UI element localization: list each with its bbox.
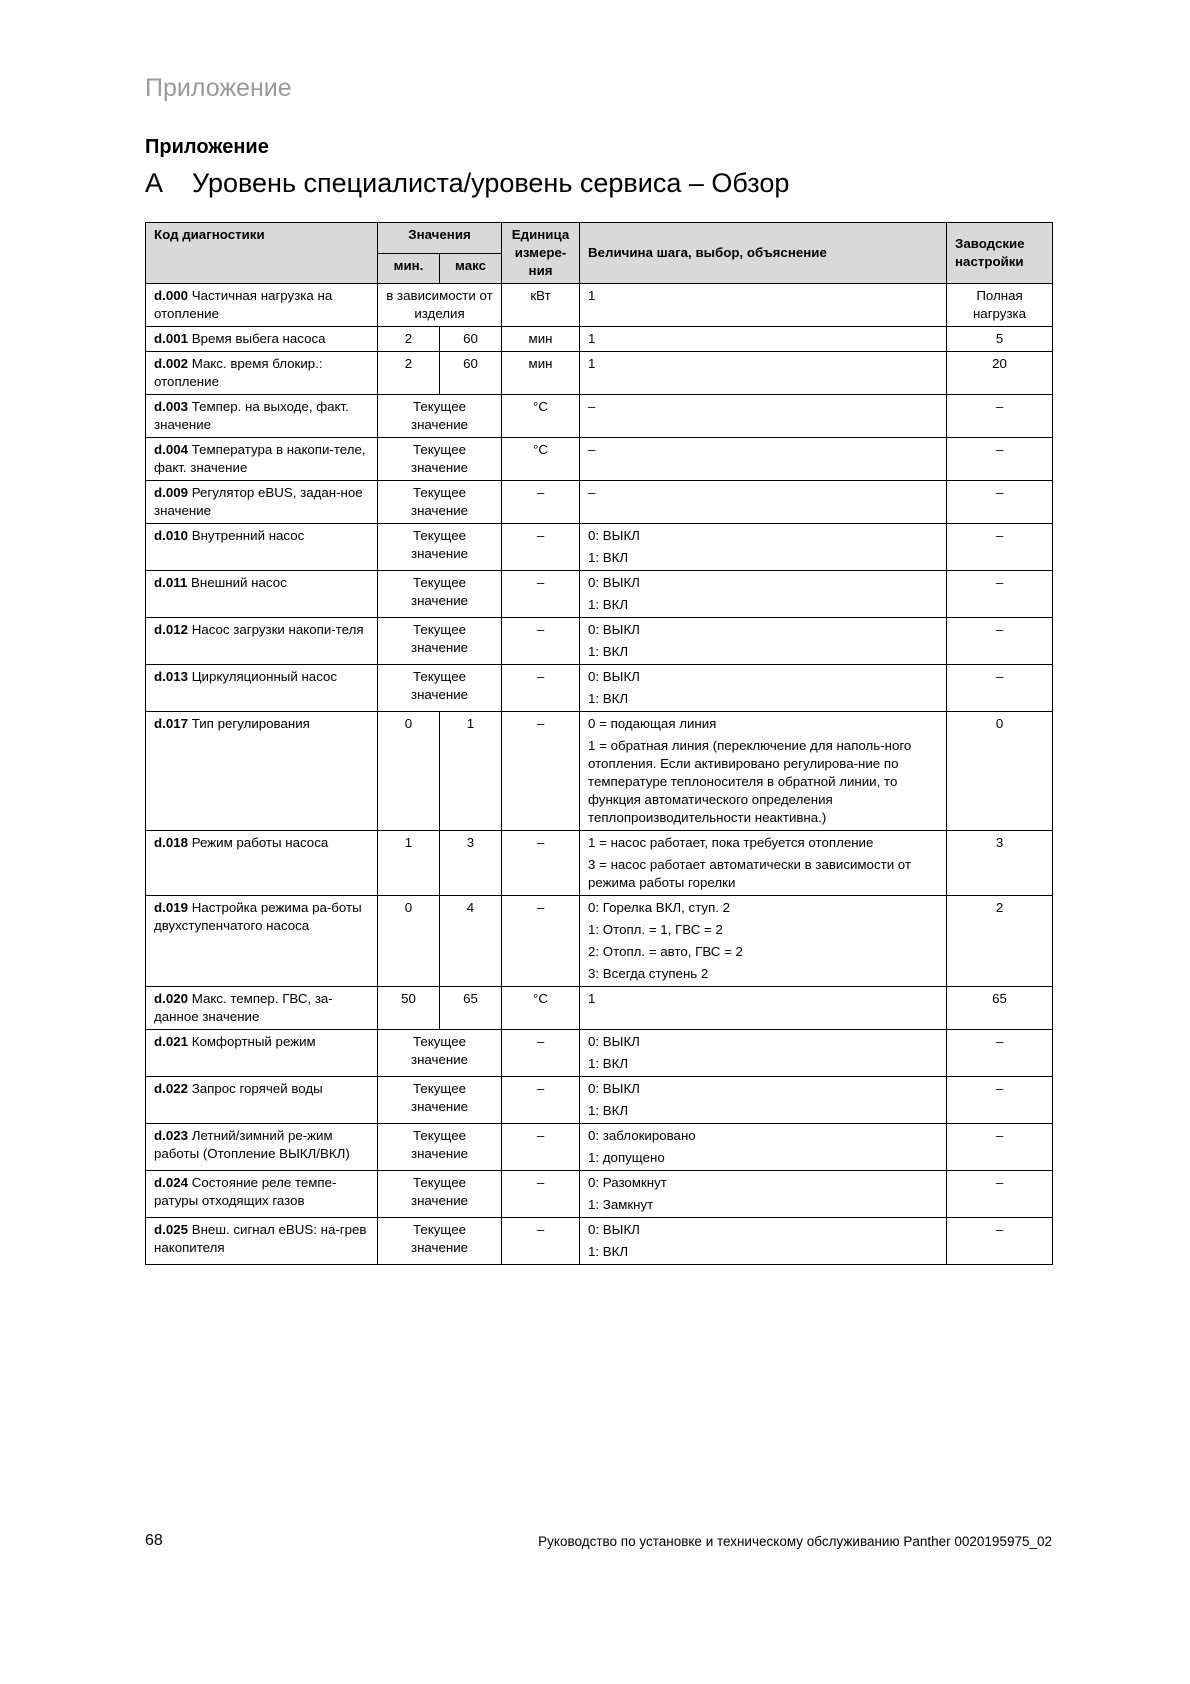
cell-unit: мин: [502, 327, 580, 352]
cell-unit: –: [502, 618, 580, 665]
table-row: [146, 1077, 1053, 1124]
cell-unit: кВт: [502, 284, 580, 327]
header-step: Величина шага, выбор, объяснение: [580, 223, 947, 284]
option-text: 3 = насос работает автоматически в зависимости от режима работы горелки: [588, 857, 912, 890]
cell-factory: –: [947, 1218, 1053, 1265]
cell-factory: 20: [947, 352, 1053, 395]
header-values: Значения: [378, 223, 502, 254]
cell-code: [146, 1124, 378, 1171]
cell-range: Текущее значение: [378, 1030, 502, 1077]
cell-factory: Полная нагрузка: [947, 284, 1053, 327]
diagnostic-code: d.024: [154, 1175, 189, 1190]
cell-code: [146, 712, 378, 831]
table-row: [146, 987, 1053, 1030]
option-text: 1: ВКЛ: [588, 644, 629, 659]
diagnostic-name: Регулятор eBUS, задан-ное значение: [154, 485, 363, 518]
cell-step: [580, 831, 947, 896]
cell-range: Текущее значение: [378, 571, 502, 618]
option-text: 1: Отопл. = 1, ГВС = 2: [588, 922, 723, 937]
diagnostic-name: Летний/зимний ре-жим работы (Отопление ВЫКЛ/ВКЛ): [154, 1128, 350, 1161]
option-text: –: [588, 399, 596, 414]
option-text: 1: ВКЛ: [588, 1103, 629, 1118]
diagnostic-name: Тип регулирования: [191, 716, 310, 731]
cell-code: [146, 481, 378, 524]
cell-max: 3: [440, 831, 502, 896]
cell-unit: –: [502, 712, 580, 831]
diagnostic-code: d.009: [154, 485, 189, 500]
cell-step: [580, 618, 947, 665]
diagnostic-name: Насос загрузки накопи-теля: [191, 622, 364, 637]
diagnostic-name: Макс. темпер. ГВС, за-данное значение: [154, 991, 333, 1024]
cell-step: [580, 524, 947, 571]
cell-step: [580, 987, 947, 1030]
table-row: [146, 481, 1053, 524]
diagnostic-codes-table: [145, 222, 1053, 1265]
cell-step: [580, 1171, 947, 1218]
option-text: 0: ВЫКЛ: [588, 622, 640, 637]
option-text: 0: ВЫКЛ: [588, 669, 640, 684]
diagnostic-code: d.002: [154, 356, 189, 371]
cell-step: [580, 1077, 947, 1124]
table-row: [146, 1124, 1053, 1171]
option-text: 0: Горелка ВКЛ, ступ. 2: [588, 900, 731, 915]
diagnostic-code: d.020: [154, 991, 189, 1006]
cell-range: Текущее значение: [378, 1171, 502, 1218]
cell-min: 2: [378, 352, 440, 395]
option-text: 1 = обратная линия (переключение для наполь-ного отопления. Если активировано регулирова-ние по температуре теплоносителя в обратной линии, то функция автоматического определения теплопроизводительности неактивна.): [588, 738, 912, 825]
header-unit: Единица измере-ния: [502, 223, 580, 284]
table-row: [146, 352, 1053, 395]
running-header: Приложение: [145, 74, 292, 102]
diagnostic-code: d.013: [154, 669, 189, 684]
cell-step: [580, 352, 947, 395]
option-text: 1: допущено: [588, 1150, 665, 1165]
cell-range: Текущее значение: [378, 481, 502, 524]
cell-min: 1: [378, 831, 440, 896]
cell-code: [146, 524, 378, 571]
cell-code: [146, 896, 378, 987]
diagnostic-code: d.023: [154, 1128, 189, 1143]
option-text: 1: Замкнут: [588, 1197, 654, 1212]
cell-factory: 3: [947, 831, 1053, 896]
cell-step: [580, 1030, 947, 1077]
diagnostic-code: d.003: [154, 399, 189, 414]
cell-factory: 5: [947, 327, 1053, 352]
cell-step: [580, 571, 947, 618]
cell-range: Текущее значение: [378, 395, 502, 438]
diagnostic-code: d.025: [154, 1222, 189, 1237]
cell-unit: мин: [502, 352, 580, 395]
cell-unit: °C: [502, 987, 580, 1030]
table-row: [146, 438, 1053, 481]
option-text: –: [588, 442, 596, 457]
cell-unit: °C: [502, 438, 580, 481]
diagnostic-code: d.019: [154, 900, 189, 915]
diagnostic-name: Время выбега насоса: [191, 331, 326, 346]
table-row: [146, 896, 1053, 987]
table-row: [146, 395, 1053, 438]
table-row: [146, 831, 1053, 896]
diagnostic-name: Макс. время блокир.: отопление: [154, 356, 323, 389]
diagnostic-name: Внутренний насос: [191, 528, 305, 543]
option-text: 1: ВКЛ: [588, 1244, 629, 1259]
diagnostic-name: Циркуляционный насос: [191, 669, 338, 684]
table-row: [146, 284, 1053, 327]
diagnostic-code: d.022: [154, 1081, 189, 1096]
option-text: 0 = подающая линия: [588, 716, 717, 731]
cell-range: Текущее значение: [378, 665, 502, 712]
diagnostic-name: Режим работы насоса: [191, 835, 329, 850]
table-body: [146, 284, 1053, 1265]
cell-unit: –: [502, 896, 580, 987]
cell-max: 1: [440, 712, 502, 831]
cell-factory: –: [947, 481, 1053, 524]
diagnostic-name: Темпер. на выходе, факт. значение: [154, 399, 349, 432]
cell-code: [146, 352, 378, 395]
cell-min: 50: [378, 987, 440, 1030]
cell-unit: –: [502, 1030, 580, 1077]
table-row: [146, 327, 1053, 352]
cell-code: [146, 1171, 378, 1218]
header-max: макс: [440, 253, 502, 284]
cell-factory: –: [947, 1077, 1053, 1124]
option-text: 1: ВКЛ: [588, 550, 629, 565]
cell-step: [580, 1124, 947, 1171]
option-text: 1: ВКЛ: [588, 1056, 629, 1071]
cell-factory: 65: [947, 987, 1053, 1030]
cell-step: [580, 395, 947, 438]
header-factory: Заводские настройки: [947, 223, 1053, 284]
diagnostic-code: d.004: [154, 442, 189, 457]
table-row: [146, 712, 1053, 831]
table-row: [146, 665, 1053, 712]
option-text: 0: Разомкнут: [588, 1175, 667, 1190]
diagnostic-code: d.001: [154, 331, 189, 346]
cell-code: [146, 1030, 378, 1077]
option-text: 2: Отопл. = авто, ГВС = 2: [588, 944, 743, 959]
cell-factory: –: [947, 618, 1053, 665]
option-text: 0: заблокировано: [588, 1128, 696, 1143]
cell-range: Текущее значение: [378, 438, 502, 481]
cell-step: [580, 665, 947, 712]
diagnostic-name: Внеш. сигнал eBUS: на-грев накопителя: [154, 1222, 367, 1255]
option-text: 1: [588, 356, 596, 371]
option-text: 0: ВЫКЛ: [588, 1222, 640, 1237]
table-row: [146, 571, 1053, 618]
option-text: 3: Всегда ступень 2: [588, 966, 709, 981]
cell-factory: –: [947, 395, 1053, 438]
cell-range: Текущее значение: [378, 1077, 502, 1124]
cell-step: [580, 327, 947, 352]
diagnostic-code: d.010: [154, 528, 189, 543]
cell-step: [580, 712, 947, 831]
header-min: мин.: [378, 253, 440, 284]
cell-max: 60: [440, 352, 502, 395]
cell-step: [580, 481, 947, 524]
cell-code: [146, 665, 378, 712]
diagnostic-code: d.011: [154, 575, 188, 590]
table-row: [146, 1218, 1053, 1265]
option-text: 1 = насос работает, пока требуется отопление: [588, 835, 874, 850]
cell-range: Текущее значение: [378, 1218, 502, 1265]
cell-min: 0: [378, 712, 440, 831]
option-text: 1: [588, 991, 596, 1006]
cell-code: [146, 395, 378, 438]
cell-unit: –: [502, 524, 580, 571]
cell-factory: –: [947, 1124, 1053, 1171]
cell-step: [580, 438, 947, 481]
footer-doc-title: Руководство по установке и техническому обслуживанию Panther 0020195975_02: [538, 1534, 1052, 1549]
header-code: Код диагностики: [146, 223, 378, 284]
cell-factory: –: [947, 571, 1053, 618]
diagnostic-code: d.012: [154, 622, 189, 637]
table-row: [146, 618, 1053, 665]
cell-step: [580, 284, 947, 327]
chapter-title: [145, 168, 789, 199]
option-text: 1: ВКЛ: [588, 597, 629, 612]
option-text: 0: ВЫКЛ: [588, 575, 640, 590]
cell-range: в зависимости от изделия: [378, 284, 502, 327]
option-text: –: [588, 485, 596, 500]
cell-unit: –: [502, 1171, 580, 1218]
option-text: 1: [588, 288, 596, 303]
option-text: 0: ВЫКЛ: [588, 1034, 640, 1049]
cell-unit: –: [502, 831, 580, 896]
cell-factory: –: [947, 438, 1053, 481]
cell-step: [580, 896, 947, 987]
table-row: [146, 1171, 1053, 1218]
cell-unit: –: [502, 1077, 580, 1124]
diagnostic-name: Комфортный режим: [191, 1034, 316, 1049]
cell-code: [146, 1218, 378, 1265]
cell-min: 0: [378, 896, 440, 987]
diagnostic-code: d.017: [154, 716, 189, 731]
cell-max: 65: [440, 987, 502, 1030]
cell-factory: 2: [947, 896, 1053, 987]
cell-factory: –: [947, 1171, 1053, 1218]
chapter-title-text: Уровень специалиста/уровень сервиса – Обзор: [192, 168, 790, 198]
table-row: [146, 1030, 1053, 1077]
cell-min: 2: [378, 327, 440, 352]
cell-factory: –: [947, 1030, 1053, 1077]
option-text: 0: ВЫКЛ: [588, 1081, 640, 1096]
cell-unit: –: [502, 481, 580, 524]
diagnostic-name: Состояние реле темпе-ратуры отходящих газов: [154, 1175, 337, 1208]
cell-code: [146, 438, 378, 481]
chapter-letter: A: [145, 168, 164, 198]
cell-code: [146, 987, 378, 1030]
diagnostic-name: Запрос горячей воды: [191, 1081, 323, 1096]
cell-factory: –: [947, 665, 1053, 712]
cell-unit: –: [502, 665, 580, 712]
cell-code: [146, 571, 378, 618]
section-label: Приложение: [145, 136, 269, 158]
cell-code: [146, 831, 378, 896]
diagnostic-name: Температура в накопи-теле, факт. значение: [154, 442, 366, 475]
cell-range: Текущее значение: [378, 524, 502, 571]
cell-code: [146, 284, 378, 327]
cell-unit: –: [502, 571, 580, 618]
cell-code: [146, 1077, 378, 1124]
diagnostic-code: d.018: [154, 835, 189, 850]
cell-unit: –: [502, 1218, 580, 1265]
diagnostic-code: d.021: [154, 1034, 189, 1049]
cell-factory: –: [947, 524, 1053, 571]
option-text: 1: [588, 331, 596, 346]
cell-unit: °C: [502, 395, 580, 438]
diagnostic-name: Частичная нагрузка на отопление: [154, 288, 333, 321]
diagnostic-name: Настройка режима ра-боты двухступенчатого насоса: [154, 900, 362, 933]
cell-code: [146, 618, 378, 665]
cell-max: 4: [440, 896, 502, 987]
diagnostic-name: Внешний насос: [190, 575, 287, 590]
option-text: 0: ВЫКЛ: [588, 528, 640, 543]
option-text: 1: ВКЛ: [588, 691, 629, 706]
cell-code: [146, 327, 378, 352]
cell-range: Текущее значение: [378, 1124, 502, 1171]
diagnostic-code: d.000: [154, 288, 189, 303]
page-number: 68: [145, 1532, 163, 1549]
cell-range: Текущее значение: [378, 618, 502, 665]
cell-unit: –: [502, 1124, 580, 1171]
cell-max: 60: [440, 327, 502, 352]
cell-step: [580, 1218, 947, 1265]
table-row: [146, 524, 1053, 571]
cell-factory: 0: [947, 712, 1053, 831]
